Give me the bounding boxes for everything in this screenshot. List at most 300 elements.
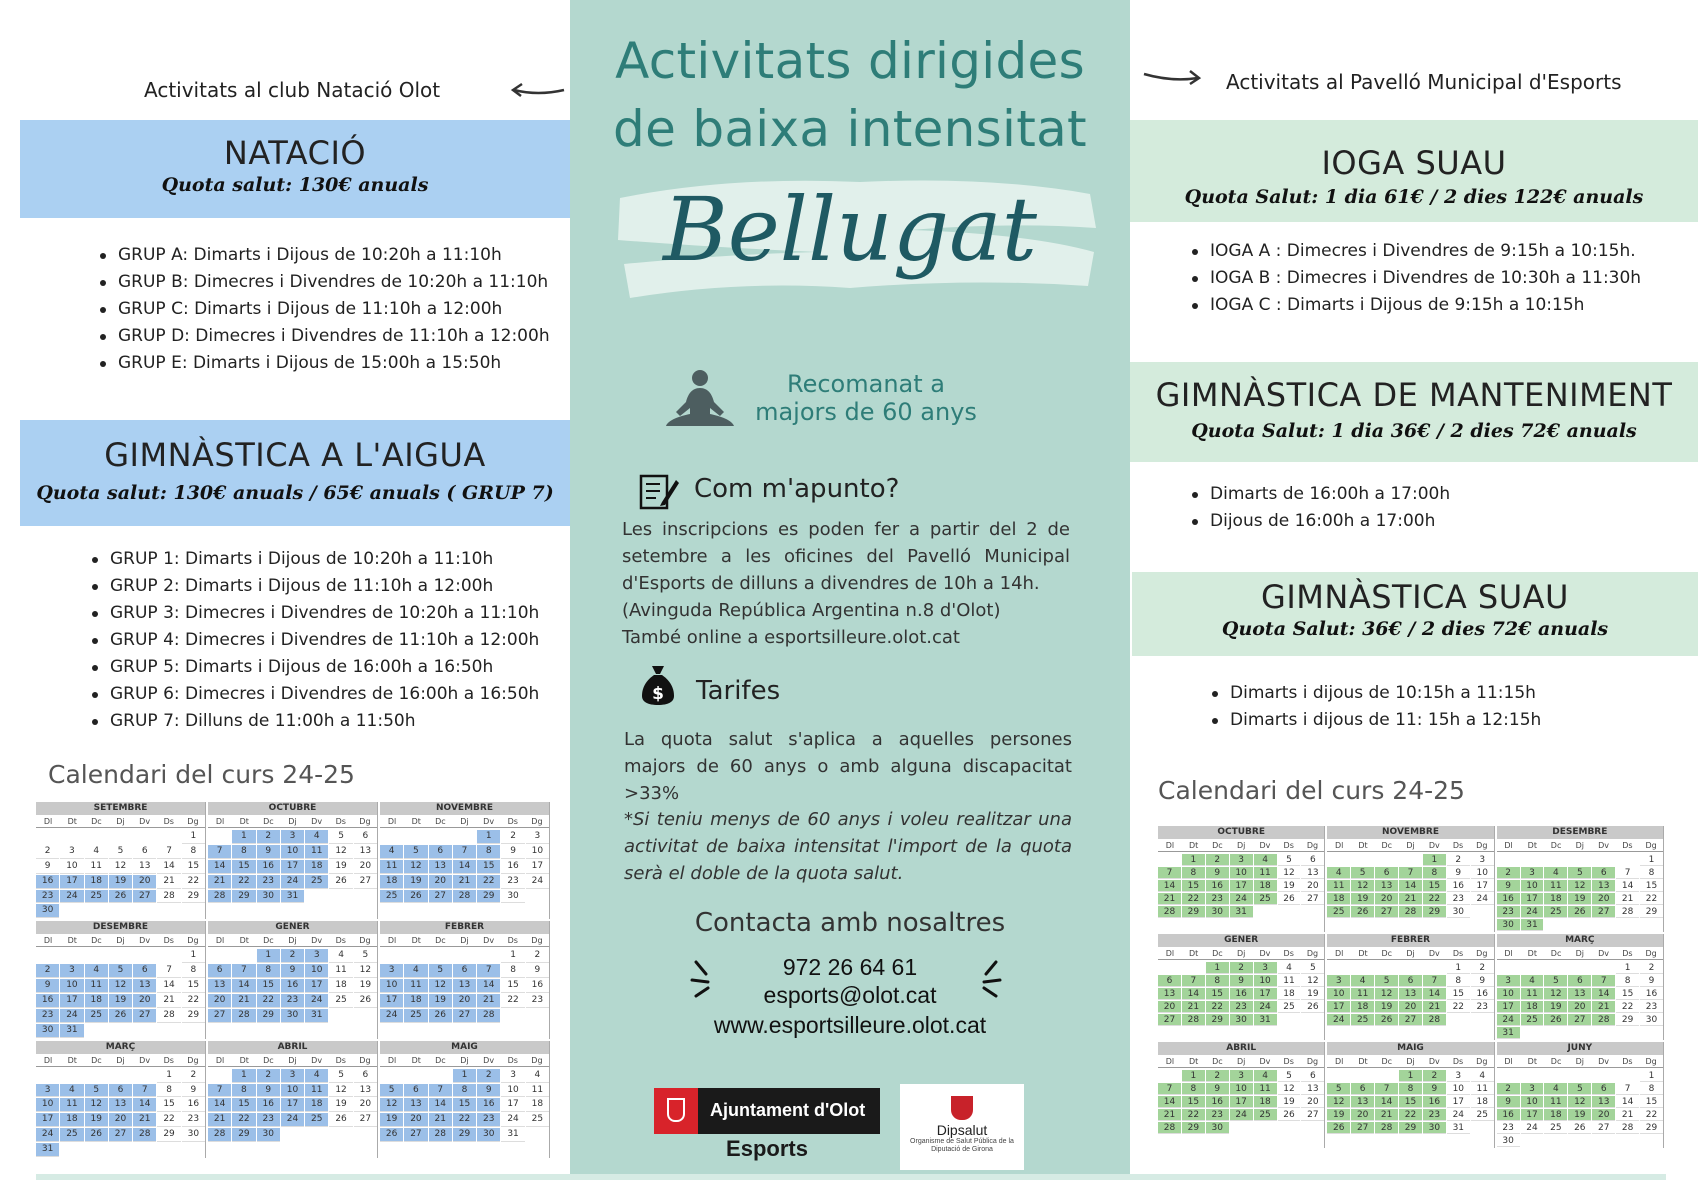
calendar-day: 23 (477, 1113, 500, 1127)
calendar-day: 28 (157, 890, 180, 904)
calendar-day: 19 (1327, 1109, 1350, 1121)
calendar-weekday: Dc (1381, 841, 1393, 850)
left-location-label: Activitats al club Natació Olot (144, 78, 441, 102)
calendar-day: 31 (1521, 919, 1544, 931)
calendar-day: 26 (109, 1009, 132, 1023)
calendar-day: 27 (429, 890, 452, 904)
list-item: GRUP D: Dimecres i Divendres de 11:10h a 12:00h (96, 323, 550, 350)
calendar-day: 17 (526, 860, 549, 874)
aigua-title: GIMNÀSTICA A L'AIGUA (104, 436, 486, 474)
calendar-day: 4 (1544, 1083, 1567, 1095)
calendar-day: 17 (380, 994, 403, 1008)
calendar-day: 21 (1375, 1109, 1398, 1121)
calendar-day: 9 (1206, 867, 1229, 879)
calendar-weekday: Ds (335, 936, 346, 946)
calendar-weekday: Dc (91, 817, 102, 826)
list-item: GRUP C: Dimarts i Dijous de 11:10h a 12:00h (96, 296, 550, 323)
contact-web[interactable]: www.esportsilleure.olot.cat (713, 1012, 987, 1038)
calendar-day: 30 (182, 1128, 205, 1142)
calendar-day: 21 (208, 1113, 231, 1127)
calendar-weekday: Dj (1575, 841, 1585, 850)
calendar-weekday: Dg (1306, 841, 1319, 850)
calendar-weekday: Dj (288, 817, 297, 826)
calendar-day: 5 (109, 964, 132, 978)
calendar-day: 6 (404, 1084, 427, 1098)
calendar-day: 20 (1592, 893, 1615, 905)
calendar-day: 14 (1158, 880, 1181, 892)
calendar-weekday: Dt (1527, 841, 1537, 850)
calendar-weekday: Dl (1165, 949, 1175, 958)
calendar-day: 21 (1182, 1001, 1205, 1013)
calendar-day: 31 (1497, 1027, 1520, 1039)
calendar-day: 10 (1447, 1083, 1470, 1095)
calendar-day: 3 (1230, 854, 1253, 866)
calendar-day: 2 (1640, 962, 1663, 974)
calendar-day: 22 (1206, 1001, 1229, 1013)
list-item: Dimarts i dijous de 10:15h a 11:15h (1208, 680, 1541, 707)
calendar-weekday: Dt (239, 817, 249, 826)
calendar-weekday: Dv (1428, 949, 1440, 958)
calendar-day: 24 (60, 1009, 83, 1023)
calendar-day: 26 (1351, 906, 1374, 918)
calendar-weekday: Dj (116, 817, 125, 826)
calendar-day: 16 (477, 1098, 500, 1112)
calendar-day: 20 (208, 994, 231, 1008)
calendar-day: 25 (60, 1128, 83, 1142)
manteniment-title: GIMNÀSTICA DE MANTENIMENT (1155, 376, 1673, 414)
calendar-day: 5 (404, 845, 427, 859)
calendar-weekday: Dg (1645, 841, 1657, 850)
calendar-day: 28 (1182, 1014, 1205, 1026)
calendar-day: 24 (281, 875, 304, 889)
calendar-day: 2 (281, 949, 304, 963)
calendar-month-label: DESEMBRE (1497, 826, 1663, 839)
calendar-day: 25 (1471, 1109, 1494, 1121)
calendar-day: 11 (1254, 867, 1277, 879)
calendar-day: 18 (305, 1098, 328, 1112)
calendar-day: 4 (1521, 975, 1544, 987)
calendar-day: 19 (1375, 1001, 1398, 1013)
calendar-day: 24 (1230, 1109, 1253, 1121)
calendar-day: 11 (1327, 880, 1350, 892)
calendar-day: 4 (1278, 962, 1301, 974)
calendar-day: 16 (1230, 988, 1253, 1000)
calendar-day: 3 (526, 830, 549, 844)
calendar-weekday: Dg (1645, 949, 1657, 958)
calendar-day: 9 (1471, 975, 1494, 987)
calendar-day: 17 (281, 860, 304, 874)
calendar-weekday: Ds (1622, 841, 1633, 850)
calendar-day: 7 (477, 964, 500, 978)
calendar-day: 17 (1521, 1109, 1544, 1121)
recommended-label (746, 370, 986, 426)
calendar-day: 17 (60, 875, 83, 889)
calendar-weekday: Dv (139, 1055, 151, 1065)
calendar-day: 19 (109, 875, 132, 889)
calendar-day: 1 (1206, 962, 1229, 974)
calendar-day: 31 (1447, 1122, 1470, 1134)
calendar-day: 29 (232, 1128, 255, 1142)
calendar-day: 6 (354, 1069, 377, 1083)
calendar-day: 6 (1301, 854, 1324, 866)
calendar-month (1158, 826, 1325, 932)
calendar-day: 19 (1351, 893, 1374, 905)
calendar-day: 31 (305, 1009, 328, 1023)
calendar-day: 2 (1497, 1083, 1520, 1095)
calendar-day: 1 (1640, 854, 1663, 866)
calendar-day: 18 (1278, 988, 1301, 1000)
main-title-line1: Activitats dirigides (615, 32, 1085, 90)
calendar-day: 14 (1592, 988, 1615, 1000)
calendar-weekday: Dj (1575, 1057, 1585, 1066)
calendar-day: 24 (380, 1009, 403, 1023)
calendar-day: 23 (526, 994, 549, 1008)
calendar-weekday: Dc (263, 817, 274, 826)
calendar-day: 14 (1616, 880, 1639, 892)
calendar-day: 22 (1447, 1001, 1470, 1013)
calendar-weekday: Dj (116, 1055, 125, 1065)
calendar-day: 27 (109, 1128, 132, 1142)
calendar-day: 9 (1230, 975, 1253, 987)
calendar-day: 18 (1254, 880, 1277, 892)
calendar-day: 12 (1351, 880, 1374, 892)
calendar-day: 5 (429, 964, 452, 978)
calendar-day: 27 (1158, 1014, 1181, 1026)
calendar-day: 27 (453, 1009, 476, 1023)
calendar-day: 6 (1592, 1083, 1615, 1095)
calendar-day: 23 (1497, 1122, 1520, 1134)
calendar-day: 13 (1301, 867, 1324, 879)
calendar-day: 8 (1182, 867, 1205, 879)
calendar-day: 11 (1351, 988, 1374, 1000)
calendar-day: 28 (1375, 1122, 1398, 1134)
calendar-day: 20 (1399, 1001, 1422, 1013)
calendar-day: 9 (1206, 1083, 1229, 1095)
calendar-day: 27 (1351, 1122, 1374, 1134)
calendar-day: 13 (1301, 1083, 1324, 1095)
calendar-month-label: GENER (208, 921, 377, 934)
ajuntament-logo (654, 1088, 880, 1134)
calendar-day: 9 (477, 1084, 500, 1098)
calendar-day: 21 (477, 994, 500, 1008)
calendar-day: 23 (1640, 1001, 1663, 1013)
calendar-weekday: Dg (359, 817, 371, 826)
calendar-day: 8 (1182, 1083, 1205, 1095)
calendar-day: 5 (1375, 975, 1398, 987)
calendar-day: 27 (133, 1009, 156, 1023)
calendar-day: 19 (329, 1098, 352, 1112)
calendar-day: 24 (1230, 893, 1253, 905)
calendar-day: 8 (182, 964, 205, 978)
calendar-day: 30 (501, 890, 524, 904)
calendar-day: 27 (1592, 1122, 1615, 1134)
calendar-weekday: Dg (359, 936, 371, 946)
calendar-weekday: Ds (1283, 1057, 1294, 1066)
calendar-day: 14 (208, 1098, 231, 1112)
calendar-day: 7 (1182, 975, 1205, 987)
list-item: GRUP E: Dimarts i Dijous de 15:00h a 15:50h (96, 350, 550, 377)
calendar-day: 29 (453, 1128, 476, 1142)
calendar-day: 25 (1521, 1014, 1544, 1026)
calendar-day: 13 (133, 860, 156, 874)
calendar-day: 11 (305, 1084, 328, 1098)
calendar-weekday: Dg (1476, 1057, 1488, 1066)
calendar-day: 1 (182, 830, 205, 844)
calendar-day: 22 (232, 1113, 255, 1127)
calendar-day: 4 (1327, 867, 1350, 879)
calendar-day: 3 (1471, 854, 1494, 866)
calendar-day: 8 (1640, 867, 1663, 879)
calendar-day: 13 (133, 979, 156, 993)
calendar-day: 25 (1327, 906, 1350, 918)
bottom-band (36, 1174, 1666, 1180)
calendar-day: 12 (1568, 880, 1591, 892)
calendar-day: 17 (60, 994, 83, 1008)
calendar-day: 17 (1230, 1096, 1253, 1108)
calendar-day: 14 (133, 1098, 156, 1112)
ioga-quota: Quota Salut: 1 dia 61€ / 2 dies 122€ anuals (1184, 186, 1644, 208)
calendar-day: 30 (36, 1024, 59, 1038)
calendar-weekday: Dj (460, 936, 469, 946)
calendar-day: 23 (1471, 1001, 1494, 1013)
calendar-day: 11 (1471, 1083, 1494, 1095)
calendar-day: 22 (1182, 893, 1205, 905)
calendar-month-label: OCTUBRE (208, 802, 377, 815)
calendar-day: 7 (1375, 1083, 1398, 1095)
calendar-day: 24 (60, 890, 83, 904)
calendar-weekday: Dv (311, 936, 323, 946)
calendar-weekday: Dl (387, 1055, 397, 1065)
calendar-day: 5 (1568, 1083, 1591, 1095)
calendar-weekday: Dl (215, 817, 225, 826)
calendar-day: 15 (232, 860, 255, 874)
calendar-day: 15 (1447, 988, 1470, 1000)
calendar-weekday: Dl (387, 936, 397, 946)
calendar-day: 15 (477, 860, 500, 874)
calendar-weekday: Ds (163, 1055, 174, 1065)
calendar-day: 22 (232, 875, 255, 889)
natacio-header (20, 120, 570, 218)
calendar-day: 19 (1301, 988, 1324, 1000)
calendar-day: 20 (429, 875, 452, 889)
calendar-day: 4 (305, 1069, 328, 1083)
calendar-day: 26 (1544, 1014, 1567, 1026)
contact-email[interactable]: esports@olot.cat (763, 982, 937, 1008)
natacio-groups (96, 242, 550, 377)
calendar-day: 23 (281, 994, 304, 1008)
calendar-weekday: Dl (1335, 949, 1344, 958)
calendar-day: 30 (36, 904, 59, 918)
calendar-day: 19 (1278, 880, 1301, 892)
calendar-day: 5 (354, 949, 377, 963)
calendar-day: 30 (257, 1128, 280, 1142)
calendar-day: 8 (501, 964, 524, 978)
calendar-day: 7 (1399, 867, 1422, 879)
list-item: GRUP A: Dimarts i Dijous de 10:20h a 11:10h (96, 242, 550, 269)
calendar-day: 9 (1497, 1096, 1520, 1108)
calendar-weekday: Dg (1306, 1057, 1319, 1066)
list-item: Dijous de 16:00h a 17:00h (1188, 508, 1450, 535)
signup-online: També online a esportsilleure.olot.cat (622, 627, 960, 648)
calendar-weekday: Ds (163, 936, 174, 946)
calendar-weekday: Dg (1645, 1057, 1657, 1066)
calendar-day: 4 (305, 830, 328, 844)
calendar-day: 10 (60, 979, 83, 993)
calendar-day: 15 (453, 1098, 476, 1112)
calendar-day: 10 (1521, 1096, 1544, 1108)
calendar-day: 26 (329, 875, 352, 889)
calendar-day: 15 (1182, 880, 1205, 892)
calendar-day: 26 (429, 1009, 452, 1023)
calendar-day: 2 (526, 949, 549, 963)
calendar-weekday: Dl (1165, 1057, 1175, 1066)
calendar-day: 5 (1327, 1083, 1350, 1095)
calendar-weekday: Ds (1283, 841, 1294, 850)
calendar-weekday: Dg (1476, 841, 1488, 850)
calendar-day: 29 (157, 1128, 180, 1142)
calendar-day: 8 (1206, 975, 1229, 987)
calendar-day: 20 (133, 994, 156, 1008)
calendar-day: 26 (329, 1113, 352, 1127)
calendar-day: 7 (453, 845, 476, 859)
aigua-groups (88, 546, 539, 735)
calendar-day: 27 (1592, 906, 1615, 918)
calendar-day: 14 (429, 1098, 452, 1112)
calendar-day: 20 (1158, 1001, 1181, 1013)
calendar-weekday: Dj (1236, 949, 1246, 958)
calendar-day: 20 (133, 875, 156, 889)
calendar-day: 24 (36, 1128, 59, 1142)
calendar-day: 14 (1616, 1096, 1639, 1108)
calendar-day: 16 (1447, 880, 1470, 892)
calendar-day: 10 (281, 1084, 304, 1098)
calendar-day: 2 (36, 964, 59, 978)
calendar-day: 2 (182, 1069, 205, 1083)
calendar-day: 27 (208, 1009, 231, 1023)
calendar-day: 14 (1182, 988, 1205, 1000)
calendar-weekday: Dc (91, 1055, 102, 1065)
calendar-day: 8 (257, 964, 280, 978)
calendar-weekday: Dv (1259, 841, 1271, 850)
calendar-day: 16 (1640, 988, 1663, 1000)
calendar-day: 12 (1301, 975, 1324, 987)
calendar-weekday: Ds (335, 1055, 346, 1065)
calendar-day: 14 (232, 979, 255, 993)
calendar-day: 8 (232, 845, 255, 859)
calendar-weekday: Dc (1550, 841, 1562, 850)
calendar-weekday: Ds (1283, 949, 1294, 958)
calendar-day: 26 (1568, 906, 1591, 918)
calendar-day: 18 (1254, 1096, 1277, 1108)
calendar-day: 19 (85, 1113, 108, 1127)
list-item: Dimarts i dijous de 11: 15h a 12:15h (1208, 707, 1541, 734)
calendar-day: 29 (1206, 1014, 1229, 1026)
calendar-day: 3 (1327, 975, 1350, 987)
fees-text: La quota salut s'aplica a aquelles persones majors de 60 anys o amb alguna discapacitat >33% (624, 729, 1072, 804)
calendar-day: 5 (1351, 867, 1374, 879)
calendar-day: 17 (305, 979, 328, 993)
calendar-weekday: Dj (1406, 1057, 1415, 1066)
calendar-day: 23 (1423, 1109, 1446, 1121)
calendar-month-label: MAIG (380, 1041, 549, 1054)
calendar-weekday: Ds (335, 817, 346, 826)
calendar-day: 26 (1568, 1122, 1591, 1134)
calendar-weekday: Dg (359, 1055, 371, 1065)
calendar-day: 6 (133, 845, 156, 859)
calendar-day: 21 (232, 994, 255, 1008)
calendar-day: 24 (1447, 1109, 1470, 1121)
list-item: GRUP 5: Dimarts i Dijous de 16:00h a 16:50h (88, 654, 539, 681)
calendar-weekday: Dc (91, 936, 102, 946)
calendar-day: 15 (501, 979, 524, 993)
calendar-day: 24 (1327, 1014, 1350, 1026)
aigua-header (20, 420, 570, 526)
calendar-day: 27 (1568, 1014, 1591, 1026)
calendar-day: 8 (157, 1084, 180, 1098)
ioga-header (1130, 120, 1698, 222)
calendar-day: 5 (1568, 867, 1591, 879)
calendar-day: 30 (1206, 906, 1229, 918)
calendar-day: 24 (1254, 1001, 1277, 1013)
calendar-weekday: Dt (1189, 1057, 1199, 1066)
calendar-day: 23 (1230, 1001, 1253, 1013)
calendar-day: 5 (109, 845, 132, 859)
calendar-day: 11 (526, 1084, 549, 1098)
calendar-day: 16 (1206, 1096, 1229, 1108)
contact-phone[interactable]: 972 26 64 61 (782, 954, 918, 980)
calendar-day: 11 (1278, 975, 1301, 987)
calendar-day: 27 (133, 890, 156, 904)
calendar-day: 15 (1423, 880, 1446, 892)
calendar-day: 5 (329, 1069, 352, 1083)
calendar-day: 14 (1375, 1096, 1398, 1108)
calendar-day: 25 (1278, 1001, 1301, 1013)
suau-groups (1208, 680, 1541, 734)
calendar-day: 9 (281, 964, 304, 978)
calendar-day: 7 (208, 1084, 231, 1098)
calendar-day: 16 (281, 979, 304, 993)
calendar-day: 9 (1640, 975, 1663, 987)
calendar-day: 30 (257, 890, 280, 904)
calendar-day: 8 (1640, 1083, 1663, 1095)
list-item: GRUP 4: Dimecres i Divendres de 11:10h a 12:00h (88, 627, 539, 654)
calendar-day: 31 (1230, 906, 1253, 918)
calendar-day: 7 (133, 1084, 156, 1098)
calendar-day: 14 (453, 860, 476, 874)
signup-heading: Com m'apunto? (694, 474, 900, 504)
calendar-day: 19 (1568, 1109, 1591, 1121)
calendar-day: 1 (182, 949, 205, 963)
calendar-weekday: Dv (1598, 841, 1610, 850)
calendar-day: 15 (1206, 988, 1229, 1000)
calendar-day: 3 (281, 1069, 304, 1083)
calendar-month-label: JUNY (1497, 1042, 1663, 1055)
arrow-left-icon (508, 80, 566, 102)
calendar-day: 24 (281, 1113, 304, 1127)
calendar-day: 28 (208, 890, 231, 904)
calendar-day: 14 (1158, 1096, 1181, 1108)
calendar-day: 20 (453, 994, 476, 1008)
calendar-day: 9 (182, 1084, 205, 1098)
right-location-label: Activitats al Pavelló Municipal d'Esports (1226, 70, 1622, 94)
calendar-day: 30 (1230, 1014, 1253, 1026)
calendar-day: 8 (453, 1084, 476, 1098)
calendar-day: 7 (1158, 1083, 1181, 1095)
calendar-day: 25 (1544, 906, 1567, 918)
calendar-day: 3 (60, 964, 83, 978)
calendar-day: 13 (109, 1098, 132, 1112)
calendar-weekday: Dv (1598, 1057, 1610, 1066)
